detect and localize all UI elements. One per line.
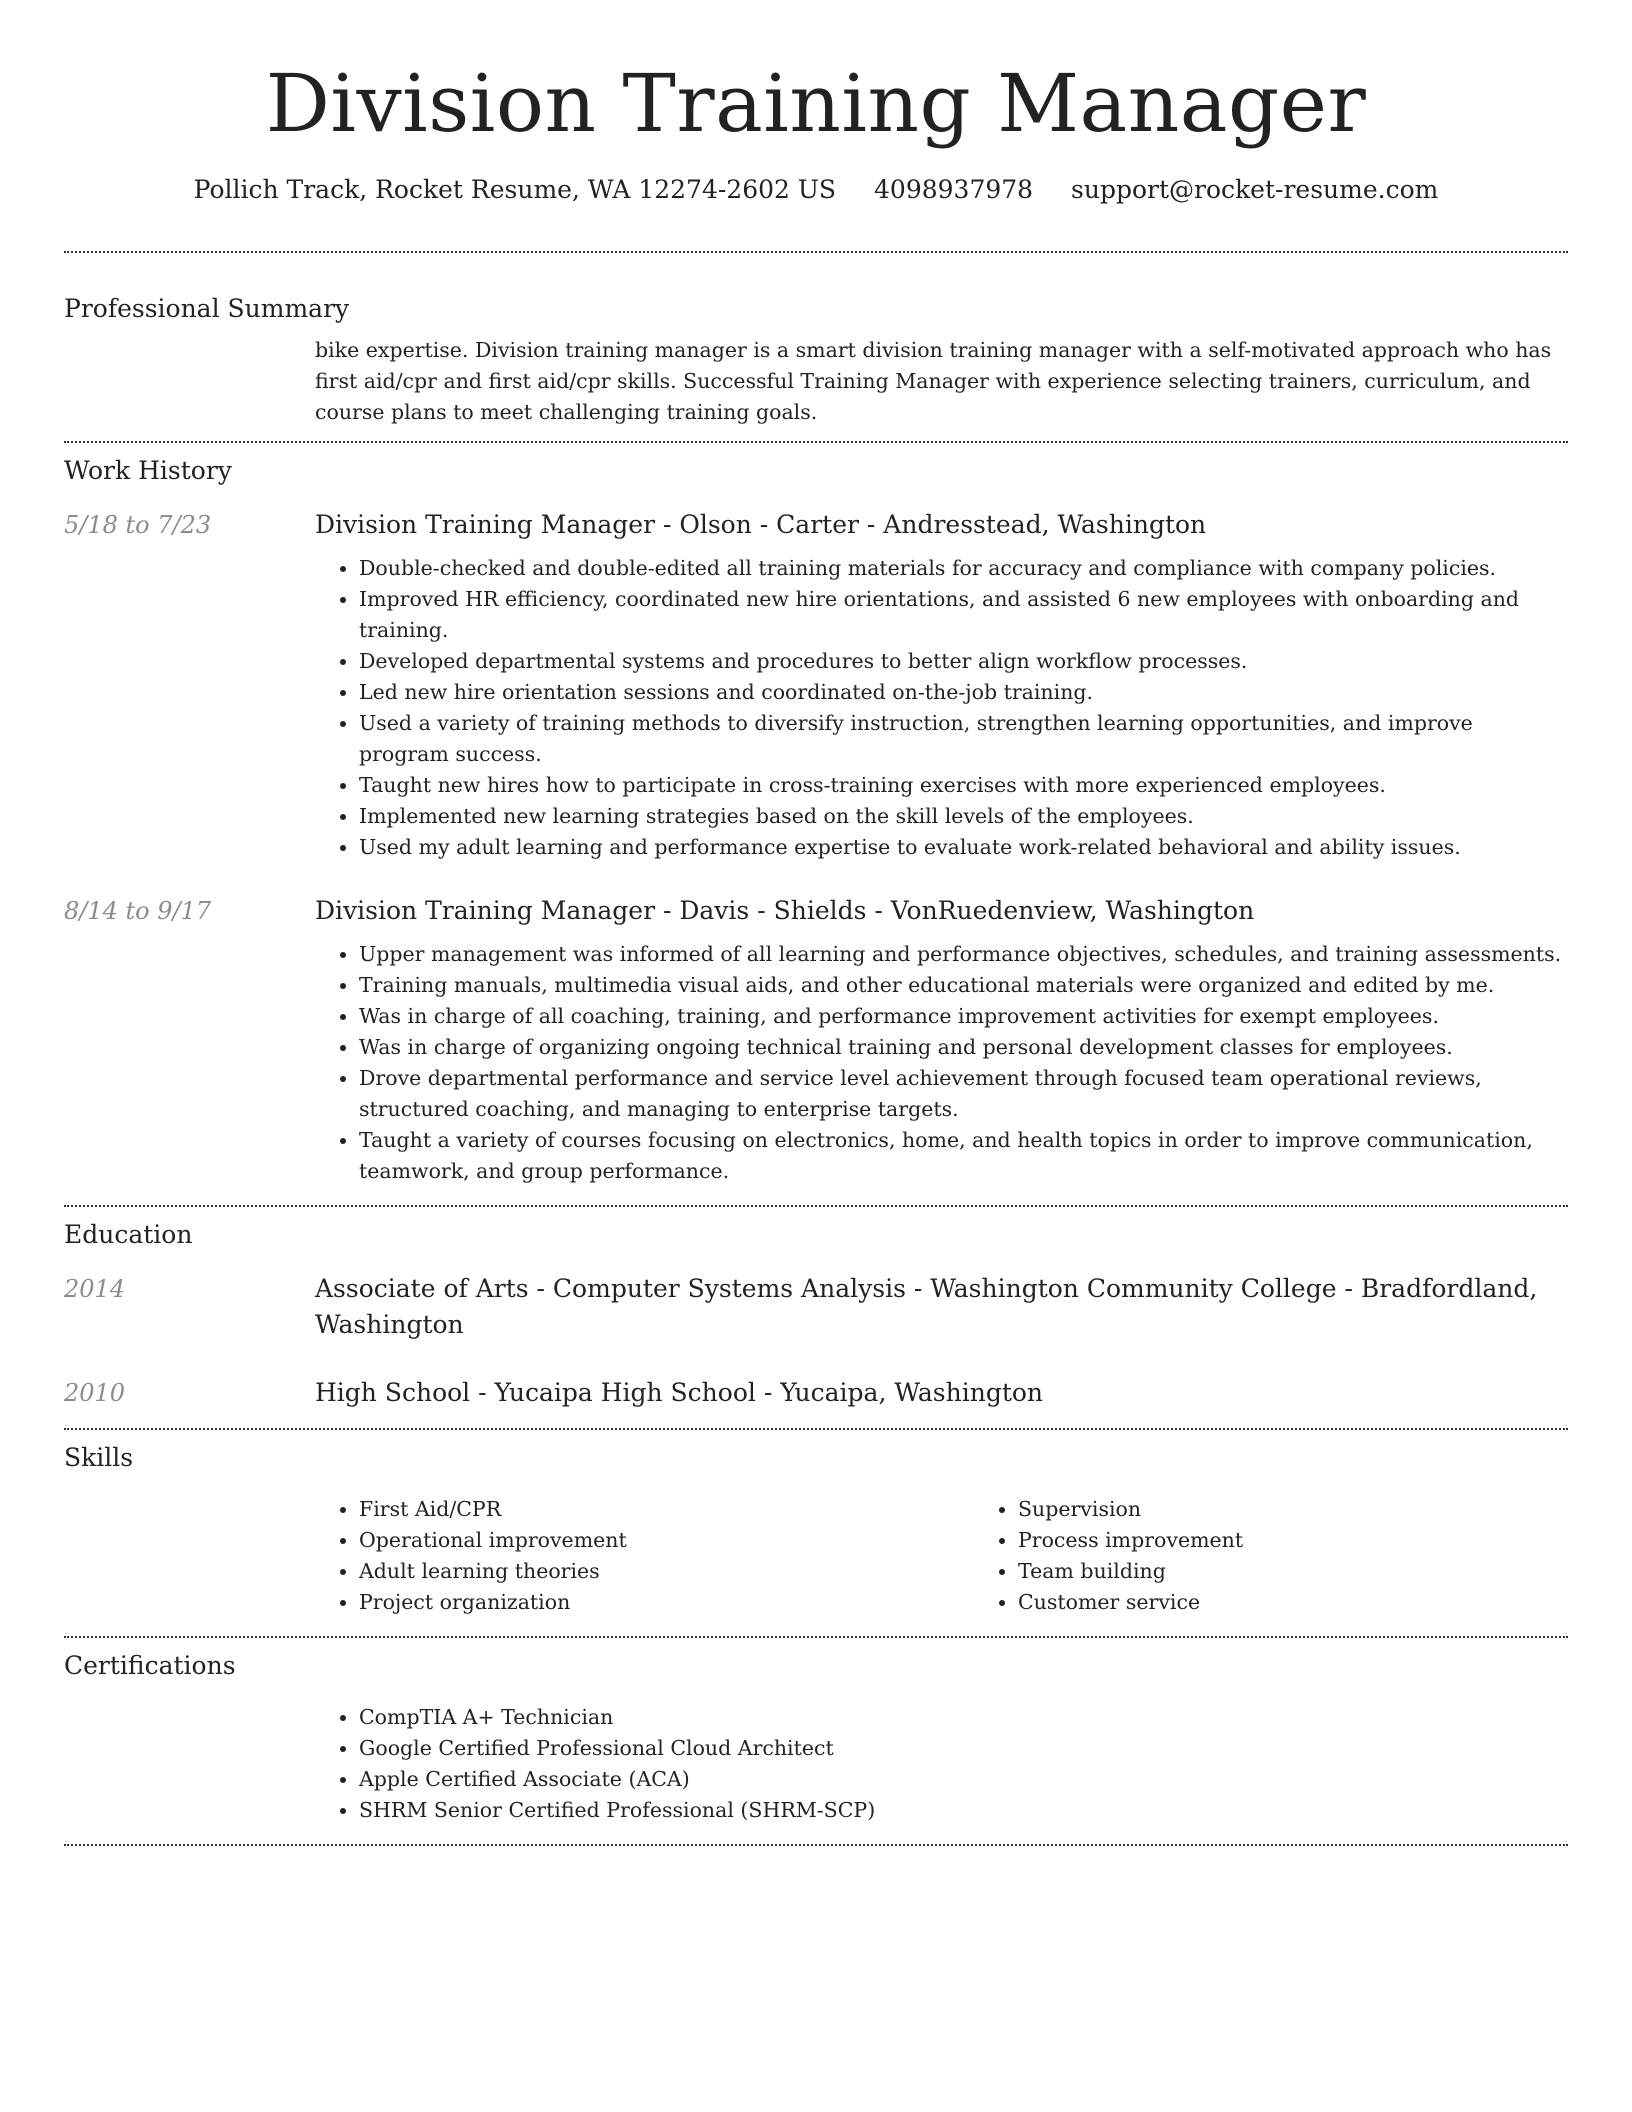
section-title: Education <box>64 1220 193 1249</box>
list-item: • SHRM Senior Certified Professional (SHRM-SCP) <box>359 1795 1568 1826</box>
education-title: High School - Yucaipa High School - Yucaipa, Washington <box>315 1378 1044 1407</box>
list-item: • CompTIA A+ Technician <box>359 1702 1568 1733</box>
contact-email: support@rocket-resume.com <box>1071 175 1439 204</box>
certifications-section <box>64 1650 1568 1826</box>
list-item: • Adult learning theories <box>359 1556 974 1587</box>
list-item: • Google Certified Professional Cloud Architect <box>359 1733 1568 1764</box>
education-year: 2010 <box>64 1379 126 1407</box>
education-title: Associate of Arts - Computer Systems Analysis - Washington Community College - Bradfordland, Washington <box>315 1274 1538 1339</box>
divider <box>64 441 1568 443</box>
divider <box>64 1205 1568 1207</box>
list-item: • Drove departmental performance and service level achievement through focused team operational reviews, structured coaching, and managing to enterprise targets. <box>359 1063 1568 1125</box>
skills-section <box>64 1442 1568 1618</box>
divider <box>64 251 1568 253</box>
summary-text: bike expertise. Division training manager is a smart division training manager with a self-motivated approach who has first aid/cpr and first aid/cpr skills. Successful Training Manager with experience selecting trainers, curriculum, and course plans to meet challenging training goals. <box>315 338 1552 424</box>
list-item: • Upper management was informed of all learning and performance objectives, schedules, and training assessments. <box>359 939 1568 970</box>
list-item: • Double-checked and double-edited all training materials for accuracy and compliance with company policies. <box>359 553 1568 584</box>
certifications-list <box>315 1702 1568 1826</box>
education-entry <box>64 1271 1568 1343</box>
list-item: • Improved HR efficiency, coordinated new hire orientations, and assisted 6 new employees with onboarding and training. <box>359 584 1568 646</box>
list-item: • Developed departmental systems and procedures to better align workflow processes. <box>359 646 1568 677</box>
education-year: 2014 <box>64 1275 126 1303</box>
contact-phone: 4098937978 <box>874 175 1034 204</box>
job-title: Division Training Manager - Olson - Carter - Andresstead, Washington <box>315 510 1207 539</box>
divider <box>64 1844 1568 1846</box>
list-item: • Training manuals, multimedia visual aids, and other educational materials were organized and edited by me. <box>359 970 1568 1001</box>
skills-list-left <box>315 1494 974 1618</box>
job-entry <box>64 507 1568 863</box>
job-bullets <box>315 939 1568 1187</box>
section-title: Skills <box>64 1443 134 1472</box>
list-item: • Implemented new learning strategies based on the skill levels of the employees. <box>359 801 1568 832</box>
job-bullets <box>315 553 1568 863</box>
list-item: • Team building <box>1018 1556 1632 1587</box>
list-item: • Was in charge of organizing ongoing technical training and personal development classes for employees. <box>359 1032 1568 1063</box>
list-item: • Supervision <box>1018 1494 1632 1525</box>
list-item: • Used my adult learning and performance expertise to evaluate work-related behavioral and ability issues. <box>359 832 1568 863</box>
skills-list-right <box>974 1494 1632 1618</box>
list-item: • First Aid/CPR <box>359 1494 974 1525</box>
list-item: • Customer service <box>1018 1587 1632 1618</box>
list-item: • Led new hire orientation sessions and coordinated on-the-job training. <box>359 677 1568 708</box>
list-item: • Was in charge of all coaching, training, and performance improvement activities for exempt employees. <box>359 1001 1568 1032</box>
list-item: • Project organization <box>359 1587 974 1618</box>
education-entry <box>64 1375 1568 1411</box>
section-title: Professional Summary <box>64 294 350 323</box>
summary-section <box>64 293 1568 428</box>
job-dates: 8/14 to 9/17 <box>64 897 212 925</box>
education-section <box>64 1219 1568 1411</box>
section-title: Work History <box>64 456 232 485</box>
contact-address: Pollich Track, Rocket Resume, WA 12274-2602 US <box>193 175 837 204</box>
job-dates: 5/18 to 7/23 <box>64 511 212 539</box>
contact-line <box>64 172 1568 208</box>
divider <box>64 1636 1568 1638</box>
candidate-name: Division Training Manager <box>265 57 1367 150</box>
divider <box>64 1428 1568 1430</box>
list-item: • Apple Certified Associate (ACA) <box>359 1764 1568 1795</box>
list-item: • Process improvement <box>1018 1525 1632 1556</box>
work-history-section <box>64 455 1568 1187</box>
resume-page <box>64 0 1568 1846</box>
list-item: • Taught new hires how to participate in cross-training exercises with more experienced employees. <box>359 770 1568 801</box>
job-entry <box>64 893 1568 1187</box>
section-title: Certifications <box>64 1651 236 1680</box>
job-title: Division Training Manager - Davis - Shields - VonRuedenview, Washington <box>315 896 1255 925</box>
list-item: • Used a variety of training methods to diversify instruction, strengthen learning opportunities, and improve program success. <box>359 708 1568 770</box>
list-item: • Operational improvement <box>359 1525 974 1556</box>
list-item: • Taught a variety of courses focusing on electronics, home, and health topics in order to improve communication, teamwork, and group performance. <box>359 1125 1568 1187</box>
